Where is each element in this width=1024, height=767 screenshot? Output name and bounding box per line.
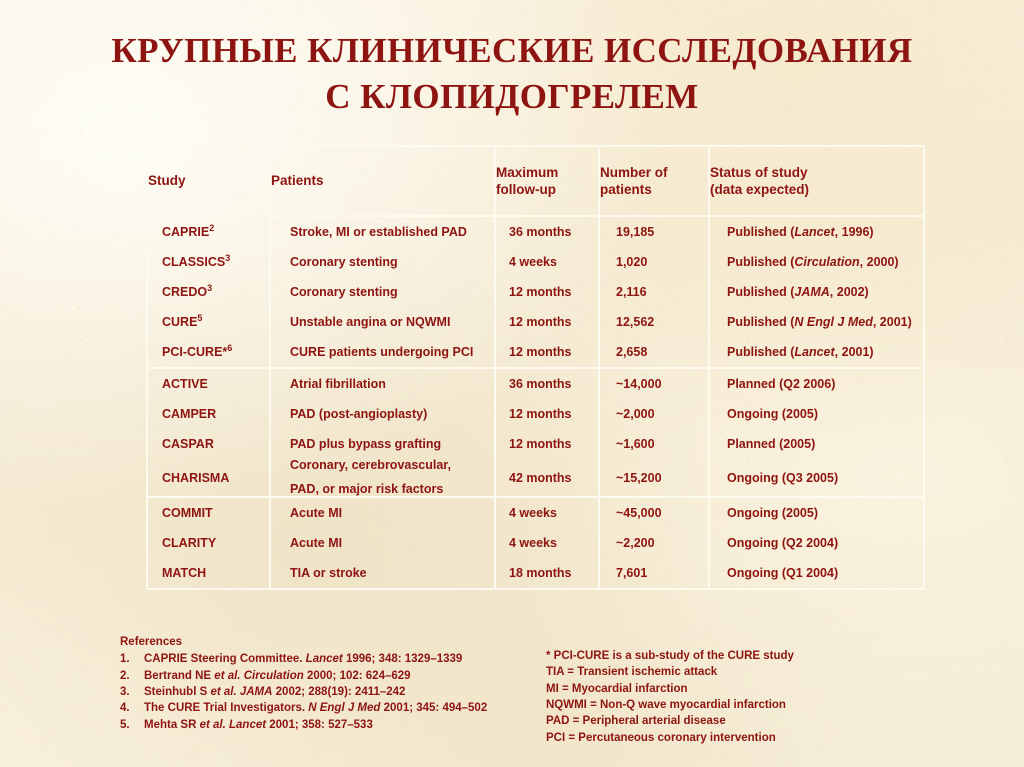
table-row [148,558,923,588]
column-header-status-line-2: (data expected) [710,182,810,197]
abbreviations-block [546,648,976,746]
cell-patients-line-1: Coronary, cerebrovascular, [290,458,451,472]
reference-number: 4. [120,702,130,715]
study-reference-marker: 3 [207,282,213,293]
table-row [148,429,923,459]
cell-maximum-follow-up: 12 months [495,307,599,337]
page-title-line-2: С КЛОПИДОГРЕЛЕМ [325,77,699,117]
cell-study: CREDO$^3$ [148,277,270,307]
reference-number: 1. [120,653,130,666]
column-header-follow-up-line-1: Maximum [496,164,559,180]
reference-item: 4. The CURE Trial Investigators. N Engl J Med 2001; 345: 494–502 [120,700,550,716]
reference-journal: et al. JAMA [210,685,273,698]
reference-item: 1. CAPRIE Steering Committee. Lancet 1996; 348: 1329–1339 [120,651,550,667]
journal-name: N Engl J Med [794,315,873,329]
cell-status-of-study: Planned (Q2 2006) [727,377,836,391]
journal-name: Circulation [794,255,860,269]
column-header-number-line-1: Number of [600,164,668,180]
cell-status-of-study: Published (JAMA, 2002) [727,285,869,299]
column-header-number-line-2: patients [600,182,652,197]
cell-study: CASPAR [148,429,270,459]
cell-patients: Coronary stenting [270,247,495,277]
cell-maximum-follow-up: 36 months [495,216,599,247]
cell-number-of-patients: ~1,600 [599,429,709,459]
abbreviation-line: * PCI-CURE is a sub-study of the CURE study [546,650,794,662]
cell-number-of-patients: ~2,200 [599,528,709,558]
cell-study: ACTIVE [148,369,270,399]
reference-number: 3. [120,685,130,698]
column-header-maximum-follow-up [495,147,599,216]
cell-number-of-patients: 2,116 [599,277,709,307]
table-row [148,216,923,247]
table-row [148,459,923,497]
cell-patients: Coronary stenting [270,277,495,307]
cell-status-of-study: Planned (2005) [727,437,816,451]
cell-number-of-patients: ~15,200 [599,459,709,497]
cell-patients: TIA or stroke [270,558,495,588]
cell-status-of-study: Published (N Engl J Med, 2001) [727,315,912,329]
table-header-row [148,147,923,216]
study-reference-marker: 2 [209,222,215,233]
table-row [148,528,923,558]
cell-status-of-study: Ongoing (2005) [727,506,818,521]
references-list [120,651,550,733]
reference-item: 3. Steinhubl S et al. JAMA 2002; 288(19): 2411–242 [120,684,550,700]
cell-patients: Unstable angina or NQWMI [270,307,495,337]
cell-status-of-study: Published (Lancet, 1996) [727,225,874,239]
abbreviation-line: PCI = Percutaneous coronary intervention [546,731,776,744]
cell-number-of-patients: ~14,000 [599,369,709,399]
reference-item: 5. Mehta SR et al. Lancet 2001; 358: 527–533 [120,717,550,733]
cell-study: CURE$^5$ [148,307,270,337]
cell-study: COMMIT [148,498,270,528]
cell-status-of-study: Published (Lancet, 2001) [727,345,874,359]
study-reference-marker: 6 [227,342,233,353]
table-row [148,247,923,277]
cell-number-of-patients: ~2,000 [599,399,709,429]
abbreviation-line: MI = Myocardial infarction [546,682,688,695]
cell-patients: Atrial fibrillation [270,369,495,399]
cell-study: CAMPER [148,399,270,429]
cell-maximum-follow-up: 4 weeks [495,498,599,528]
cell-number-of-patients: 7,601 [599,558,709,588]
cell-number-of-patients: ~45,000 [599,498,709,528]
journal-name: JAMA [794,285,830,299]
cell-status-of-study: Ongoing (Q3 2005) [727,470,839,485]
cell-status-of-study: Published (Circulation, 2000) [727,255,899,269]
cell-study: CLARITY [148,528,270,558]
references-heading: References [120,636,183,648]
cell-patients: Acute MI [270,528,495,558]
reference-number: 2. [120,669,130,682]
cell-patients: PAD plus bypass grafting [270,429,495,459]
abbreviation-line: TIA = Transient ischemic attack [546,666,718,679]
table-row [148,307,923,337]
reference-item: 2. Bertrand NE et al. Circulation 2000; 102: 624–629 [120,668,550,684]
table-body [148,216,923,588]
cell-patients: Stroke, MI or established PAD [270,216,495,247]
abbreviation-line: NQWMI = Non-Q wave myocardial infarction [546,698,786,711]
cell-maximum-follow-up: 18 months [495,558,599,588]
cell-number-of-patients: 2,658 [599,337,709,368]
table-row [148,369,923,399]
study-reference-marker: 3 [225,252,231,263]
cell-maximum-follow-up: 12 months [495,399,599,429]
reference-journal: Lancet [305,653,343,666]
cell-maximum-follow-up: 12 months [495,429,599,459]
reference-journal: et al. Circulation [214,669,304,682]
cell-maximum-follow-up: 12 months [495,277,599,307]
cell-number-of-patients: 12,562 [599,307,709,337]
abbreviation-line: PAD = Peripheral arterial disease [546,715,726,728]
reference-journal: et al. Lancet [199,718,267,731]
cell-study: CLASSICS$^3$ [148,247,270,277]
cell-status-of-study: Ongoing (Q2 2004) [727,536,839,551]
cell-patients: PAD (post-angioplasty) [270,399,495,429]
cell-number-of-patients: 1,020 [599,247,709,277]
page-title [0,28,1024,120]
table-row [148,399,923,429]
cell-maximum-follow-up: 4 weeks [495,247,599,277]
cell-number-of-patients: 19,185 [599,216,709,247]
cell-maximum-follow-up: 4 weeks [495,528,599,558]
table-row [148,277,923,307]
cell-patients: Acute MI [270,498,495,528]
cell-study: CHARISMA [148,459,270,497]
cell-patients-line-2: PAD, or major risk factors [290,482,444,497]
cell-maximum-follow-up: 36 months [495,369,599,399]
column-header-follow-up-line-2: follow-up [496,182,556,197]
journal-name: Lancet [794,345,835,359]
cell-status-of-study: Ongoing (Q1 2004) [727,566,839,581]
column-header-status-line-1: Status of study [710,164,808,180]
cell-patients [270,459,495,497]
column-header-study: Study [148,147,270,216]
references-block [120,634,550,733]
reference-journal: N Engl J Med [308,702,381,715]
cell-study: CAPRIE$^2$ [148,216,270,247]
table-row [148,337,923,368]
column-header-patients: Patients [270,147,495,216]
column-header-status-of-study [709,147,923,216]
journal-name: Lancet [794,225,835,239]
study-reference-marker: 5 [197,312,203,323]
cell-maximum-follow-up: 12 months [495,337,599,368]
page-title-line-1: КРУПНЫЕ КЛИНИЧЕСКИЕ ИССЛЕДОВАНИЯ [111,31,913,70]
column-header-number-of-patients [599,147,709,216]
reference-number: 5. [120,718,130,731]
cell-study: PCI-CURE*$^6$ [148,337,270,368]
cell-study: MATCH [148,558,270,588]
cell-status-of-study: Ongoing (2005) [727,407,818,421]
clinical-trials-table [146,145,925,590]
table-row [148,498,923,528]
cell-maximum-follow-up: 42 months [495,459,599,497]
cell-patients: CURE patients undergoing PCI [270,337,495,368]
